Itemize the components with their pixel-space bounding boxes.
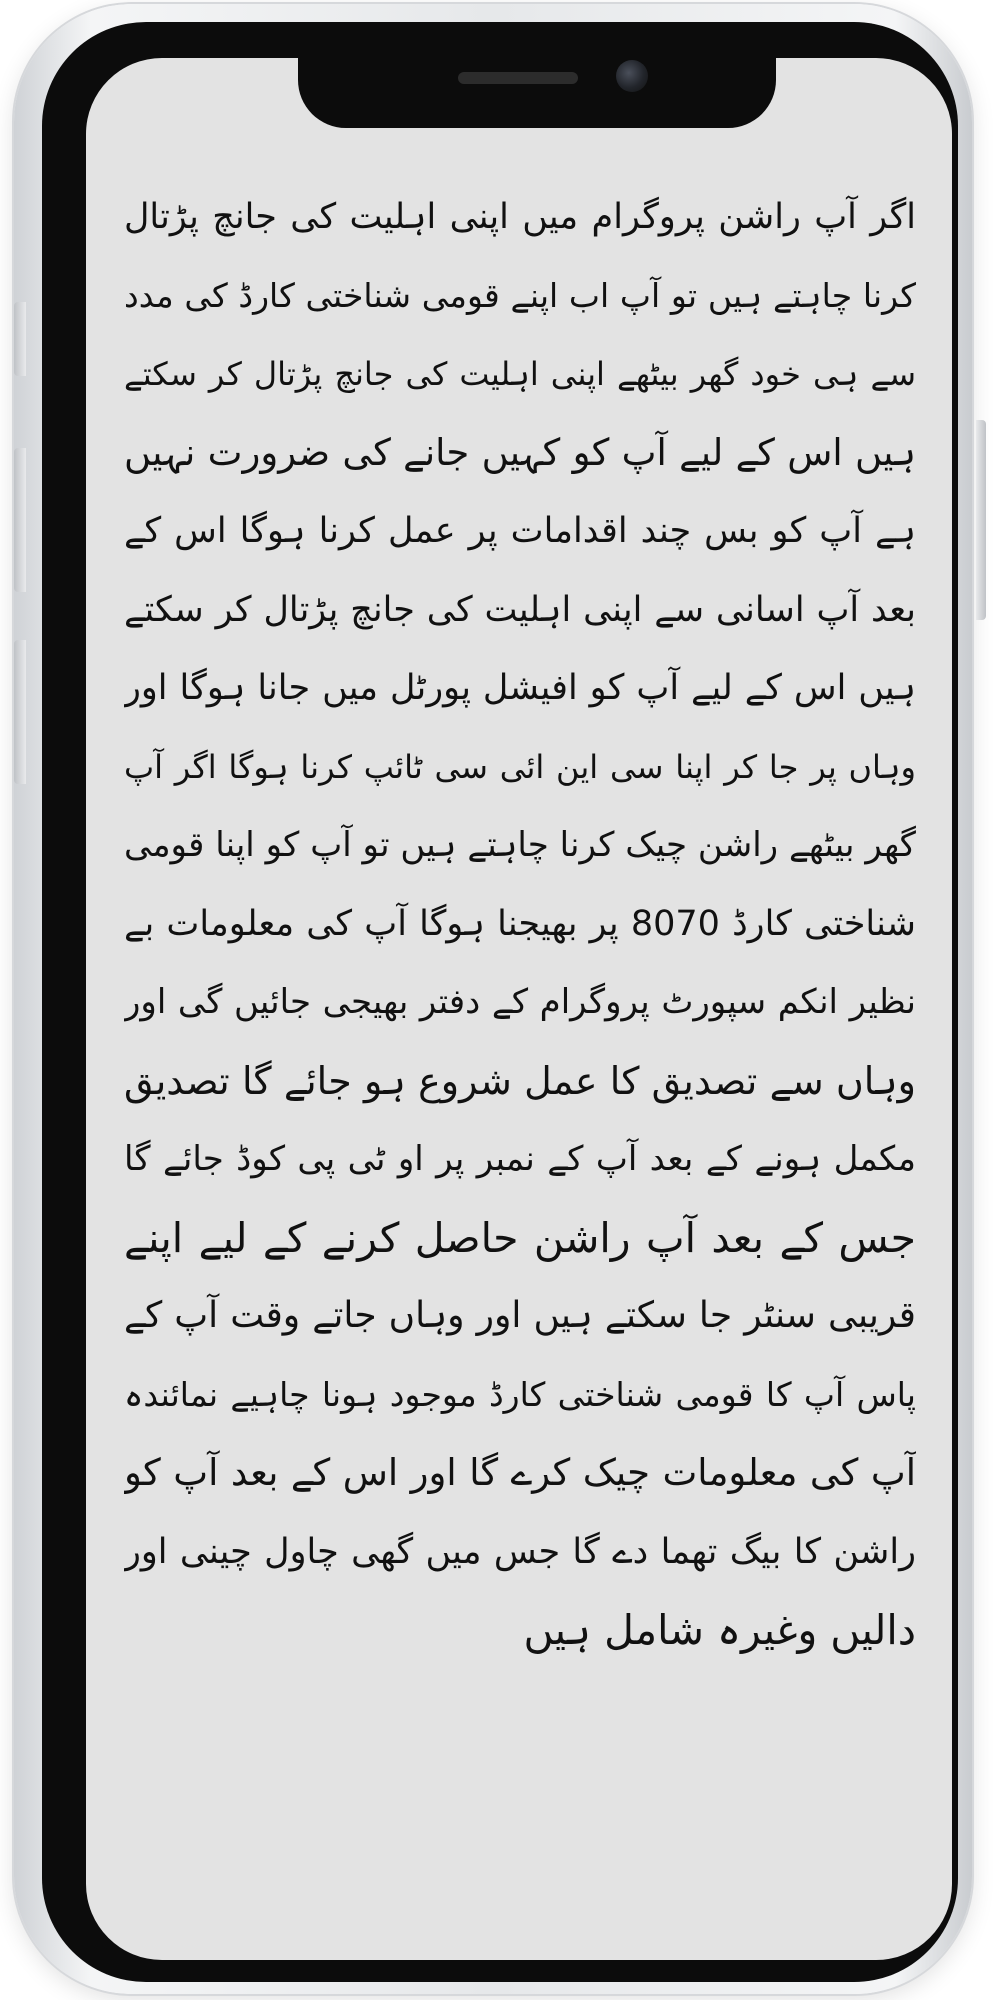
article-line: گھر بیٹھے راشن چیک کرنا چاہتے ہیں تو آپ کو اپنا قومی (124, 825, 916, 865)
front-camera-icon (616, 60, 648, 92)
article-line: جس کے بعد آپ راشن حاصل کرنے کے لیے اپنے (124, 1213, 916, 1262)
volume-down-button (14, 640, 26, 784)
article-line: دالیں وغیرہ شامل ہیں (523, 1606, 916, 1654)
power-button (976, 420, 986, 620)
article-line: مکمل ہونے کے بعد آپ کے نمبر پر او ٹی پی کوڈ جائے گا (124, 1139, 916, 1179)
article-text (124, 178, 916, 1938)
article-line: پاس آپ کا قومی شناختی کارڈ موجود ہونا چاہیے نمائندہ (124, 1374, 916, 1414)
article-line: قریبی سنٹر جا سکتے ہیں اور وہاں جاتے وقت آپ کے (124, 1295, 916, 1336)
phone-screen (86, 58, 952, 1960)
article-line: ہے آپ کو بس چند اقدامات پر عمل کرنا ہوگا اس کے (124, 511, 916, 551)
article-line: آپ کی معلومات چیک کرے گا اور اس کے بعد آپ کو (124, 1451, 916, 1494)
article-line: بعد آپ اسانی سے اپنی اہلیت کی جانچ پڑتال کر سکتے (124, 589, 916, 630)
article-line: سے ہی خود گھر بیٹھے اپنی اہلیت کی جانچ پڑتال کر سکتے (124, 355, 916, 393)
article-line: شناختی کارڈ 8070 پر بھیجنا ہوگا آپ کی معلومات بے (124, 903, 916, 944)
article-line: نظیر انکم سپورٹ پروگرام کے دفتر بھیجی جائیں گی اور (124, 982, 916, 1022)
article-line: ہیں اس کے لیے آپ کو افیشل پورٹل میں جانا ہوگا اور (124, 668, 916, 708)
article-line: راشن کا بیگ تھما دے گا جس میں گھی چاول چینی اور (124, 1531, 916, 1572)
article-line: وہاں پر جا کر اپنا سی این ائی سی ٹائپ کرنا ہوگا اگر آپ (124, 747, 916, 786)
notch (298, 34, 776, 128)
article-line: وہاں سے تصدیق کا عمل شروع ہو جائے گا تصدیق (124, 1058, 916, 1103)
volume-up-button (14, 448, 26, 592)
mute-switch (14, 302, 26, 376)
article-line: اگر آپ راشن پروگرام میں اپنی اہلیت کی جانچ پڑتال (124, 197, 916, 237)
article-line: کرنا چاہتے ہیں تو آپ اب اپنے قومی شناختی کارڈ کی مدد (124, 275, 916, 315)
speaker-grille (458, 72, 578, 84)
article-line: ہیں اس کے لیے آپ کو کہیں جانے کی ضرورت نہیں (124, 430, 916, 474)
